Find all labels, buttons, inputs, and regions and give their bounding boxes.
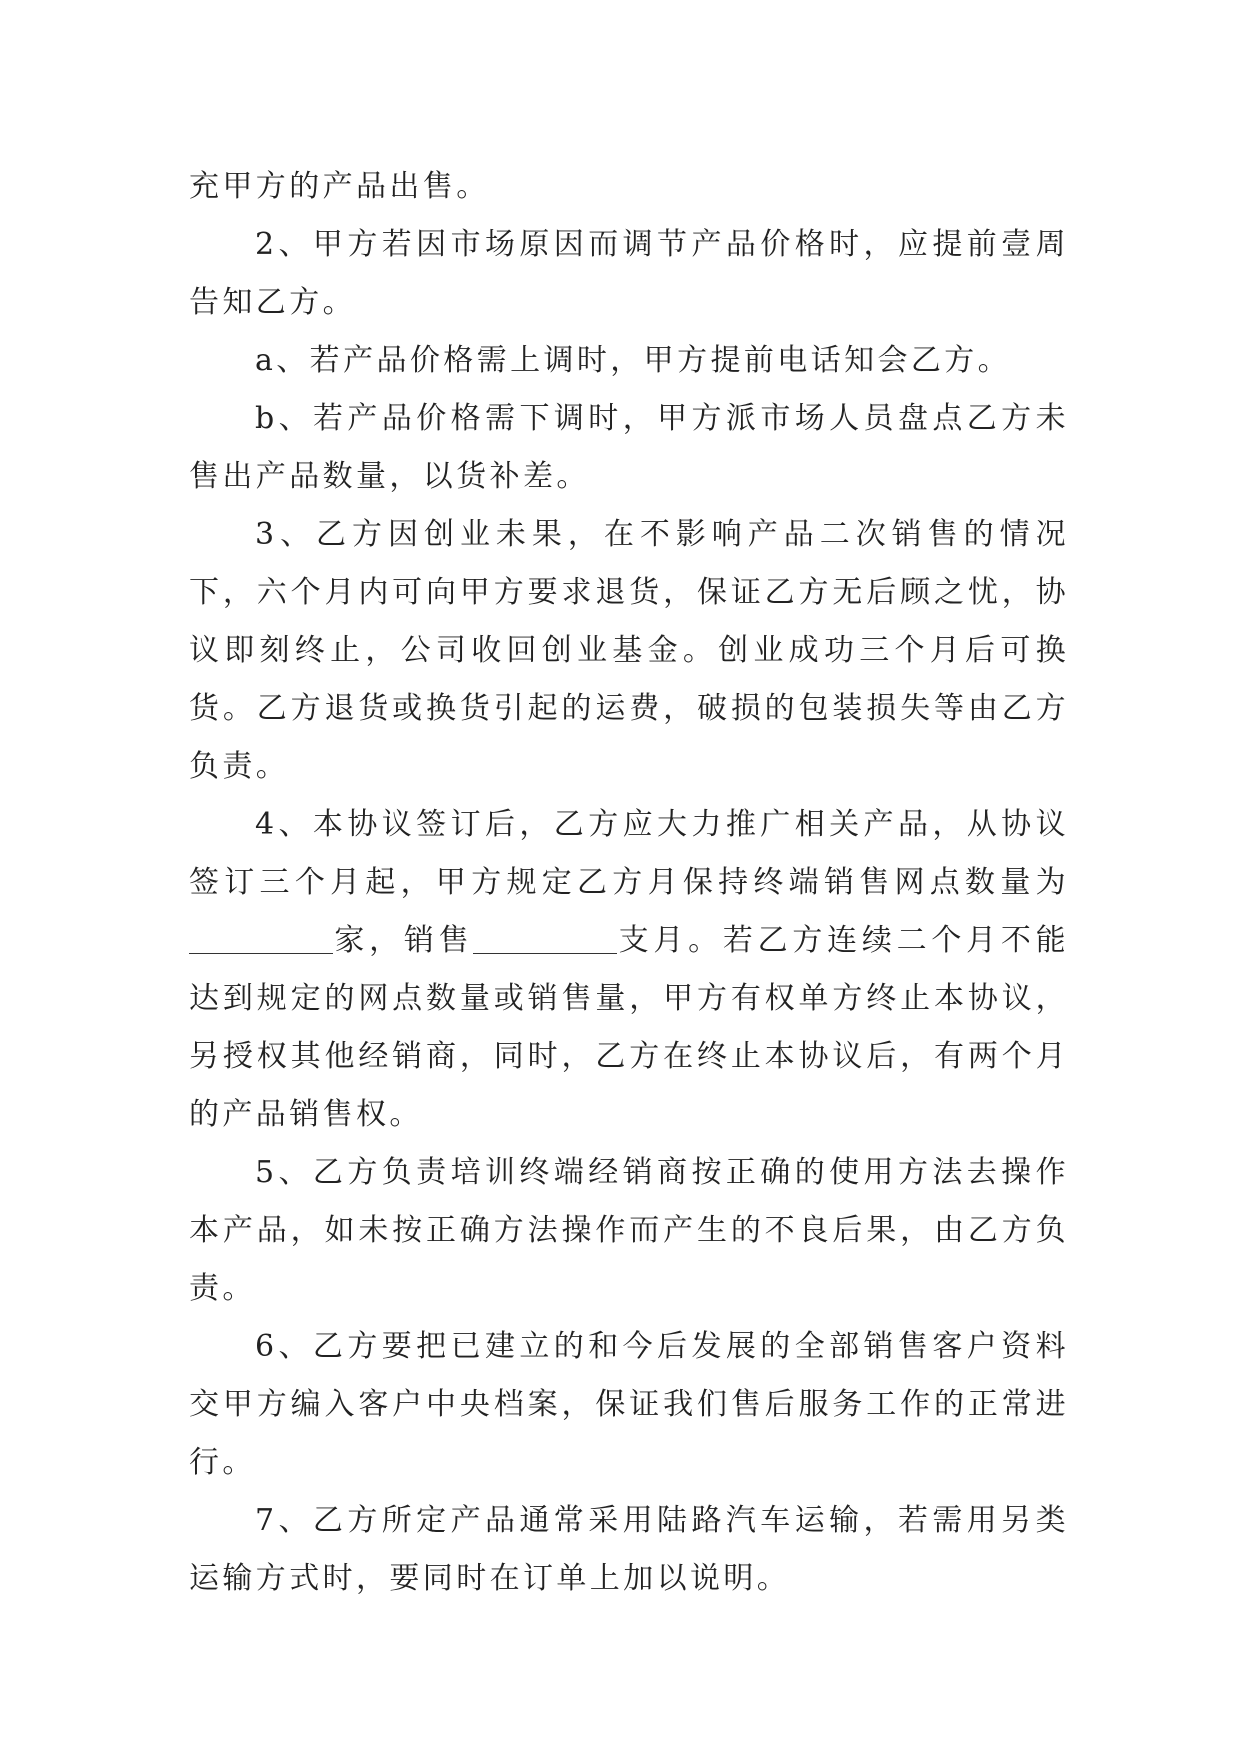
clause-4 — [189, 796, 1069, 1144]
clause-7: 7、乙方所定产品通常采用陆路汽车运输，若需用另类运输方式时，要同时在订单上加以说明。 — [189, 1503, 1069, 1596]
document-body — [189, 158, 1069, 1608]
clause-5: 5、乙方负责培训终端经销商按正确的使用方法去操作本产品，如未按正确方法操作而产生的不良后果，由乙方负责。 — [189, 1155, 1069, 1306]
paragraph-continuation: 充甲方的产品出售。 — [189, 169, 490, 204]
clause-4-part-1: 4、本协议签订后，乙方应大力推广相关产品，从协议签订三个月起，甲方规定乙方月保持终端销售网点数量为 — [189, 807, 1069, 900]
clause-3: 3、乙方因创业未果，在不影响产品二次销售的情况下，六个月内可向甲方要求退货，保证乙方无后顾之忧，协议即刻终止，公司收回创业基金。创业成功三个月后可换货。乙方退货或换货引起的运费，破损的包装损失等由乙方负责。 — [189, 517, 1069, 784]
clause-2b: b、若产品价格需下调时，甲方派市场人员盘点乙方未售出产品数量，以货补差。 — [189, 401, 1069, 494]
clause-6: 6、乙方要把已建立的和今后发展的全部销售客户资料交甲方编入客户中央档案，保证我们售后服务工作的正常进行。 — [189, 1329, 1069, 1480]
outlet-count-blank — [189, 923, 333, 954]
clause-2: 2、甲方若因市场原因而调节产品价格时，应提前壹周告知乙方。 — [189, 227, 1069, 320]
clause-4-part-3: 支月。若乙方连续二个月不能达到规定的网点数量或销售量，甲方有权单方终止本协议，另授权其他经销商，同时，乙方在终止本协议后，有两个月的产品销售权。 — [189, 923, 1069, 1132]
sales-volume-blank — [473, 923, 617, 954]
clause-2a: a、若产品价格需上调时，甲方提前电话知会乙方。 — [255, 343, 1012, 378]
clause-4-part-2: 家，销售 — [333, 923, 474, 958]
